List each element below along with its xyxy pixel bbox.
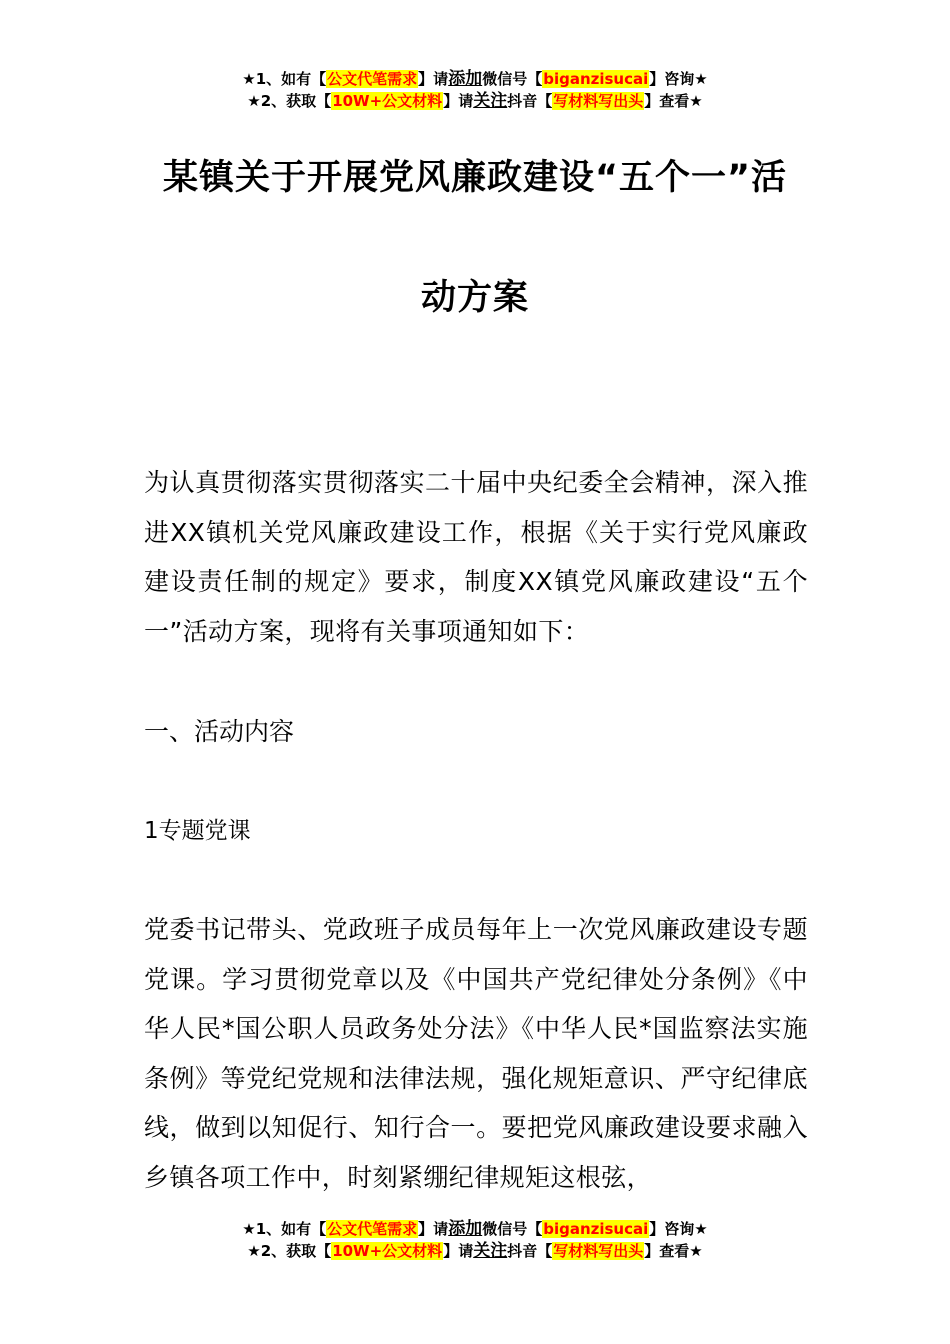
banner-text: ★2、获取【: [247, 1242, 332, 1260]
banner-emphasis: 关注: [473, 1241, 508, 1261]
banner-text: 】请: [443, 92, 474, 110]
banner-highlight: 10W+公文材料: [332, 92, 443, 110]
banner-text: 】请: [418, 70, 449, 88]
banner-text: 】咨询★: [649, 1220, 708, 1238]
section-heading: 一、活动内容: [144, 717, 295, 746]
banner-line-1: [0, 68, 950, 90]
banner-highlight: biganzisucai: [543, 70, 649, 88]
banner-text: 】咨询★: [649, 70, 708, 88]
banner-text: 】请: [443, 1242, 474, 1260]
banner-highlight: 写材料写出头: [553, 1242, 644, 1260]
document-title-line-1: 某镇关于开展党风廉政建设“五个一”活: [162, 158, 787, 198]
banner-text: ★1、如有【: [242, 1220, 327, 1238]
banner-text: 】查看★: [644, 92, 703, 110]
banner-line-1: [0, 1218, 950, 1240]
banner-text: 微信号【: [482, 1220, 543, 1238]
header-banner: [0, 68, 950, 112]
subsection-heading: 1专题党课: [144, 818, 251, 844]
banner-highlight: 写材料写出头: [553, 92, 644, 110]
document-title-line-2: 动方案: [420, 278, 529, 318]
banner-emphasis: 关注: [473, 91, 508, 111]
banner-text: 抖音【: [507, 92, 553, 110]
banner-text: ★2、获取【: [247, 92, 332, 110]
banner-emphasis: 添加: [448, 69, 483, 89]
intro-paragraph: 为认真贯彻落实贯彻落实二十届中央纪委全会精神，深入推进XX镇机关党风廉政建设工作，根据《关于实行党风廉政建设责任制的规定》要求，制度XX镇党风廉政建设“五个一”活动方案，现将有关事项通知如下：: [144, 468, 808, 646]
banner-highlight: 10W+公文材料: [332, 1242, 443, 1260]
body-paragraph: 党委书记带头、党政班子成员每年上一次党风廉政建设专题党课。学习贯彻党章以及《中国共产党纪律处分条例》《中华人民*国公职人员政务处分法》《中华人民*国监察法实施条例》等党纪党规和法律法规，强化规矩意识、严守纪律底线，做到以知促行、知行合一。要把党风廉政建设要求融入乡镇各项工作中，时刻紧绷纪律规矩这根弦，: [144, 915, 808, 1192]
footer-banner: [0, 1218, 950, 1262]
banner-emphasis: 添加: [448, 1219, 483, 1239]
banner-text: 】请: [418, 1220, 449, 1238]
banner-text: 】查看★: [644, 1242, 703, 1260]
banner-text: ★1、如有【: [242, 70, 327, 88]
banner-text: 抖音【: [507, 1242, 553, 1260]
banner-highlight: biganzisucai: [543, 1220, 649, 1238]
banner-highlight: 公文代笔需求: [327, 1220, 418, 1238]
banner-highlight: 公文代笔需求: [327, 70, 418, 88]
banner-line-2: [0, 90, 950, 112]
banner-text: 微信号【: [482, 70, 543, 88]
banner-line-2: [0, 1240, 950, 1262]
